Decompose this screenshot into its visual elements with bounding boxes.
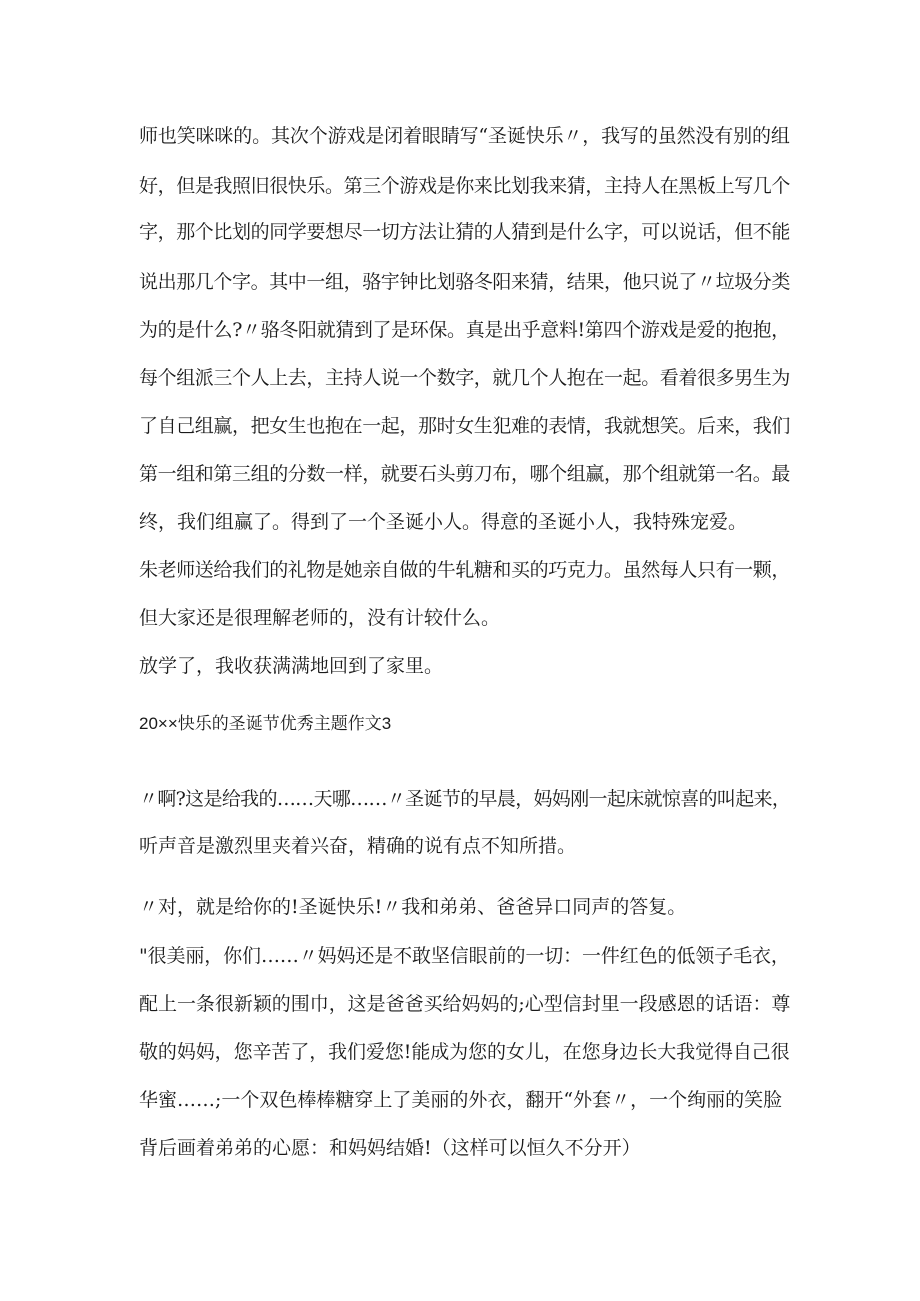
paragraph-6-line-4: 华蜜……;一个双色棒棒糖穿上了美丽的外衣，翻开“外套〃，一个绚丽的笑脸	[139, 1089, 783, 1111]
paragraph-1-line-5: 为的是什么?〃骆冬阳就猜到了是环保。真是出乎意料!第四个游戏是爱的抱抱，	[139, 319, 790, 341]
paragraph-5-line-1: 〃对，就是给你的!圣诞快乐!〃我和弟弟、爸爸异口同声的答复。	[139, 896, 687, 918]
paragraph-4-line-2: 听声音是激烈里夹着兴奋，精确的说有点不知所措。	[139, 835, 577, 857]
paragraph-6-line-3: 敬的妈妈，您辛苦了，我们爱您!能成为您的女儿，在您身边长大我觉得自己很	[139, 1041, 790, 1063]
section-heading: 20××快乐的圣诞节优秀主题作文3	[139, 714, 392, 733]
paragraph-6-line-5: 背后画着弟弟的心愿：和妈妈结婚!（这样可以恒久不分开）	[139, 1137, 641, 1159]
paragraph-1-line-6: 每个组派三个人上去，主持人说一个数字，就几个人抱在一起。看着很多男生为	[139, 367, 791, 389]
paragraph-6-line-1: "很美丽，你们……〃妈妈还是不敢坚信眼前的一切：一件红色的低领子毛衣，	[139, 945, 790, 967]
paragraph-1-line-9: 终，我们组赢了。得到了一个圣诞小人。得意的圣诞小人，我特殊宠爱。	[139, 511, 748, 533]
paragraph-6-line-2: 配上一条很新颖的围巾，这是爸爸买给妈妈的;心型信封里一段感恩的话语：尊	[139, 993, 791, 1015]
paragraph-2-line-2: 但大家还是很理解老师的，没有计较什么。	[139, 607, 501, 629]
paragraph-1-line-3: 字，那个比划的同学要想尽一切方法让猜的人猜到是什么字，可以说话，但不能	[139, 221, 791, 243]
paragraph-3-line-1: 放学了，我收获满满地回到了家里。	[139, 655, 444, 677]
paragraph-1-line-8: 第一组和第三组的分数一样，就要石头剪刀布，哪个组赢，那个组就第一名。最	[139, 463, 791, 485]
paragraph-1-line-2: 好，但是我照旧很快乐。第三个游戏是你来比划我来猜，主持人在黑板上写几个	[139, 175, 791, 197]
paragraph-4-line-1: 〃啊?这是给我的……天哪……〃圣诞节的早晨，妈妈刚一起床就惊喜的叫起来，	[139, 788, 791, 810]
paragraph-1-line-4: 说出那几个字。其中一组，骆宇钟比划骆冬阳来猜，结果，他只说了〃垃圾分类	[139, 271, 791, 293]
paragraph-2-line-1: 朱老师送给我们的礼物是她亲自做的牛轧糖和买的巧克力。虽然每人只有一颗，	[139, 559, 791, 581]
paragraph-1-line-1: 师也笑咪咪的。其次个游戏是闭着眼睛写“圣诞快乐〃，我写的虽然没有别的组	[139, 125, 790, 147]
paragraph-1-line-7: 了自己组赢，把女生也抱在一起，那时女生犯难的表情，我就想笑。后来，我们	[139, 415, 791, 437]
